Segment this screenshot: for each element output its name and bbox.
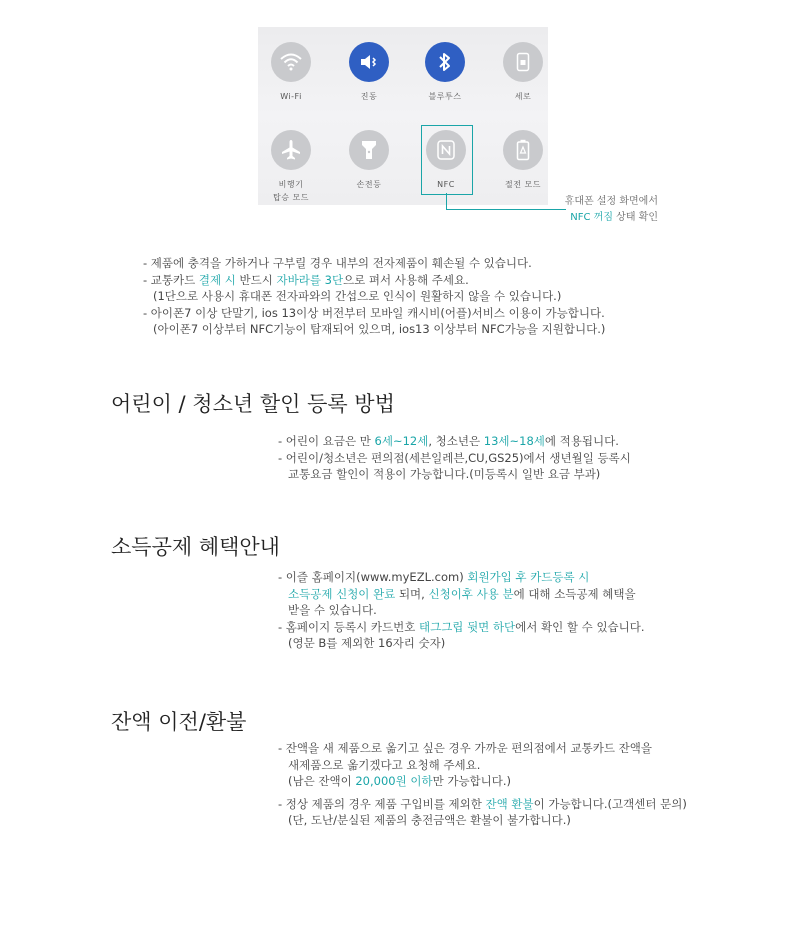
flashlight-icon	[349, 130, 389, 170]
callout-line	[446, 193, 447, 210]
screenshot-caption: 휴대폰 설정 화면에서 NFC 꺼짐 상태 확인	[564, 196, 658, 223]
bluetooth-icon	[425, 42, 465, 82]
tax-deduction-text: - 이즐 홈페이지(www.myEZL.com) 회원가입 후 카드등록 시 소득공제 신청이 완료 되며, 신청이후 사용 분에 대해 소득공제 혜택을 받을 수 있습니다. - 홈페이지 등록시 카드번호 태그그립 뒷면 하단에서 확인 할 수 있습니다. (영문 B를 제외한 16자리 숫자)	[278, 570, 645, 650]
callout-line	[446, 209, 566, 210]
wifi-icon	[271, 42, 311, 82]
vibrate-tile: 진동	[334, 42, 404, 103]
section-title-tax-deduction: 소득공제 혜택안내	[111, 535, 280, 559]
balance-refund-text: - 잔액을 새 제품으로 옮기고 싶은 경우 가까운 편의점에서 교통카드 잔액을 새제품으로 옮기겠다고 요청해 주세요. (남은 잔액이 20,000원 이하만 가능합니다.) - 정상 제품의 경우 제품 구입비를 제외한 잔액 환불이 가능합니다.(고객센터 문의) (단, 도난/분실된 제품의 충전금액은 환불이 불가합니다.)	[278, 741, 687, 827]
youth-discount-text: - 어린이 요금은 만 6세~12세, 청소년은 13세~18세에 적용됩니다. - 어린이/청소년은 편의점(세븐일레븐,CU,GS25)에서 생년월일 등록시 교통요금 할인이 적용이 가능합니다.(미등록시 일반 요금 부과)	[278, 434, 631, 481]
wifi-tile: Wi-Fi	[256, 42, 326, 103]
power-saving-tile: 절전 모드	[488, 130, 558, 191]
section-title-balance-refund: 잔액 이전/환불	[111, 710, 247, 734]
vibrate-icon	[349, 42, 389, 82]
airplane-icon	[271, 130, 311, 170]
airplane-tile: 비행기 탑승 모드	[256, 130, 326, 204]
usage-notes: - 제품에 충격을 가하거나 구부릴 경우 내부의 전자제품이 훼손될 수 있습니다. - 교통카드 결제 시 반드시 자바라를 3단으로 펴서 사용해 주세요. (1단으로 사용시 휴대폰 전자파와의 간섭으로 인식이 원활하지 않을 수 있습니다.) - 아이폰7 이상 단말기, ios 13이상 버전부터 모바일 캐시비(어플)서비스 이용이 가능합니다. (아이폰7 이상부터 NFC기능이 탑재되어 있으며, ios13 이상부터 NFC가능을 지원합니다.)	[143, 256, 606, 336]
bluetooth-tile: 블루투스	[410, 42, 480, 103]
section-title-youth-discount: 어린이 / 청소년 할인 등록 방법	[111, 392, 395, 416]
rotation-tile: 세로	[488, 42, 558, 103]
power-saving-icon	[503, 130, 543, 170]
nfc-highlight-box	[421, 125, 473, 195]
nfc-tile: NFC	[411, 130, 481, 191]
flashlight-tile: 손전등	[334, 130, 404, 191]
rotation-lock-icon	[503, 42, 543, 82]
